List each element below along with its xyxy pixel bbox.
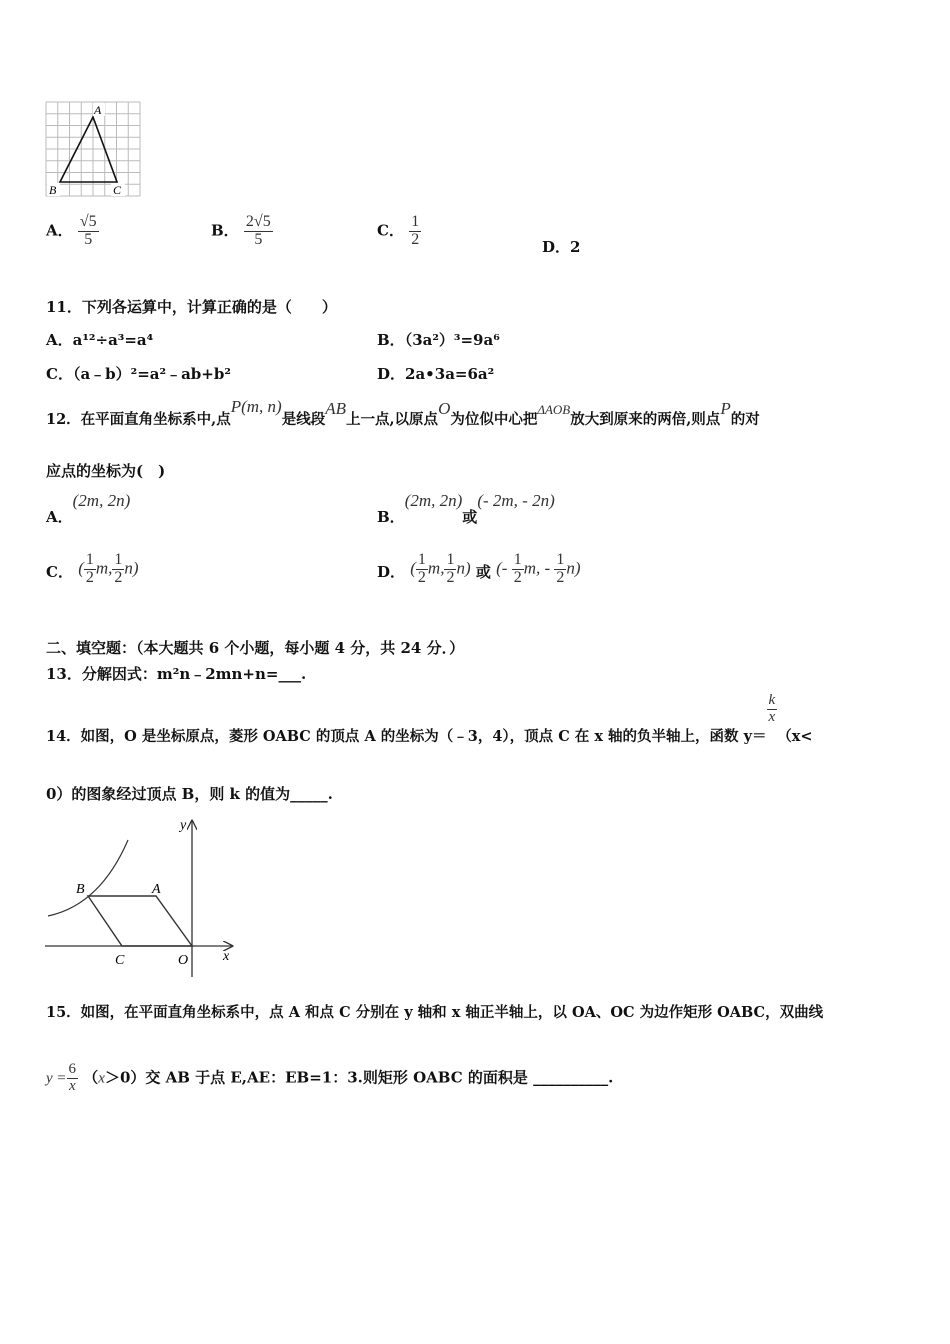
q14-stem-line2: 0）的图象经过顶点 B，则 k 的值为_____.	[46, 785, 333, 803]
q11-option-b: B．（3a²）³=9a⁶	[377, 331, 500, 349]
q10-option-c: C． $\frac{1}{2}$	[377, 213, 420, 248]
q12-option-a: A．(2m, 2n)	[46, 491, 131, 526]
q12-stem: 12．在平面直角坐标系中,点P(m, n)是线段AB上一点,以原点O为位似中心把ΔAOB放大到原来的两倍,则点P的对	[46, 397, 760, 428]
q11-option-c: C．（a﹣b）²=a²﹣ab+b²	[46, 365, 231, 383]
label-b: B	[49, 183, 57, 197]
label-o: O	[178, 953, 189, 968]
q14-stem: 14．如图，O 是坐标原点，菱形 OABC 的顶点 A 的坐标为（﹣3，4），顶点 C 在 x 轴的负半轴上，函数 y＝ $\frac{k}{x}$ （x<	[46, 692, 813, 746]
q10-triangle-figure	[44, 100, 142, 198]
q10-option-b: B． $\frac{2√5}{5}$	[211, 213, 271, 248]
q12-option-d: D． ( $\frac{1}{2}$ m, $\frac{1}{2}$ n) 或 (- $\frac{1}{2}$ m, - $\frac{1}{2}$ n)	[377, 551, 581, 586]
section-2-heading: 二、填空题：（本大题共 6 个小题，每小题 4 分，共 24 分．）	[46, 639, 465, 657]
q10-option-d: D．2	[542, 238, 581, 256]
q15-line1: 15．如图，在平面直角坐标系中，点 A 和点 C 分别在 y 轴和 x 轴正半轴上，以 OA、OC 为边作矩形 OABC，双曲线	[46, 1004, 824, 1021]
label-a: A	[94, 103, 102, 117]
label-b: B	[76, 882, 85, 897]
label-y: y	[180, 818, 187, 833]
label-c: C	[115, 953, 125, 968]
label-x: x	[223, 949, 230, 964]
q12-stem-line2: 应点的坐标为( )	[46, 462, 166, 480]
q12-option-c: C． ( $\frac{1}{2}$ m, $\frac{1}{2}$ n)	[46, 551, 139, 586]
q15-line2: y = $\frac{6}{x}$ （x＞0）交 AB 于点 E,AE：EB=1：3.则矩形 OABC 的面积是 __________.	[46, 1061, 614, 1094]
q11-stem: 11．下列各运算中，计算正确的是（ ）	[46, 298, 337, 316]
q11-option-d: D．2a•3a=6a²	[377, 365, 495, 383]
q12-option-b: B．(2m, 2n)或(- 2m, - 2n)	[377, 491, 555, 526]
hyperbola-curve	[48, 840, 128, 916]
q10-option-a: A． $\frac{√5}{5}$	[46, 213, 97, 248]
rhombus-oabc	[88, 896, 192, 946]
q11-option-a: A．a¹²÷a³=a⁴	[46, 331, 154, 349]
label-c: C	[113, 183, 122, 197]
q14-rhombus-figure	[40, 815, 240, 985]
q13-text: 13．分解因式：m²n﹣2mn+n=___.	[46, 665, 307, 683]
label-a: A	[152, 882, 161, 897]
